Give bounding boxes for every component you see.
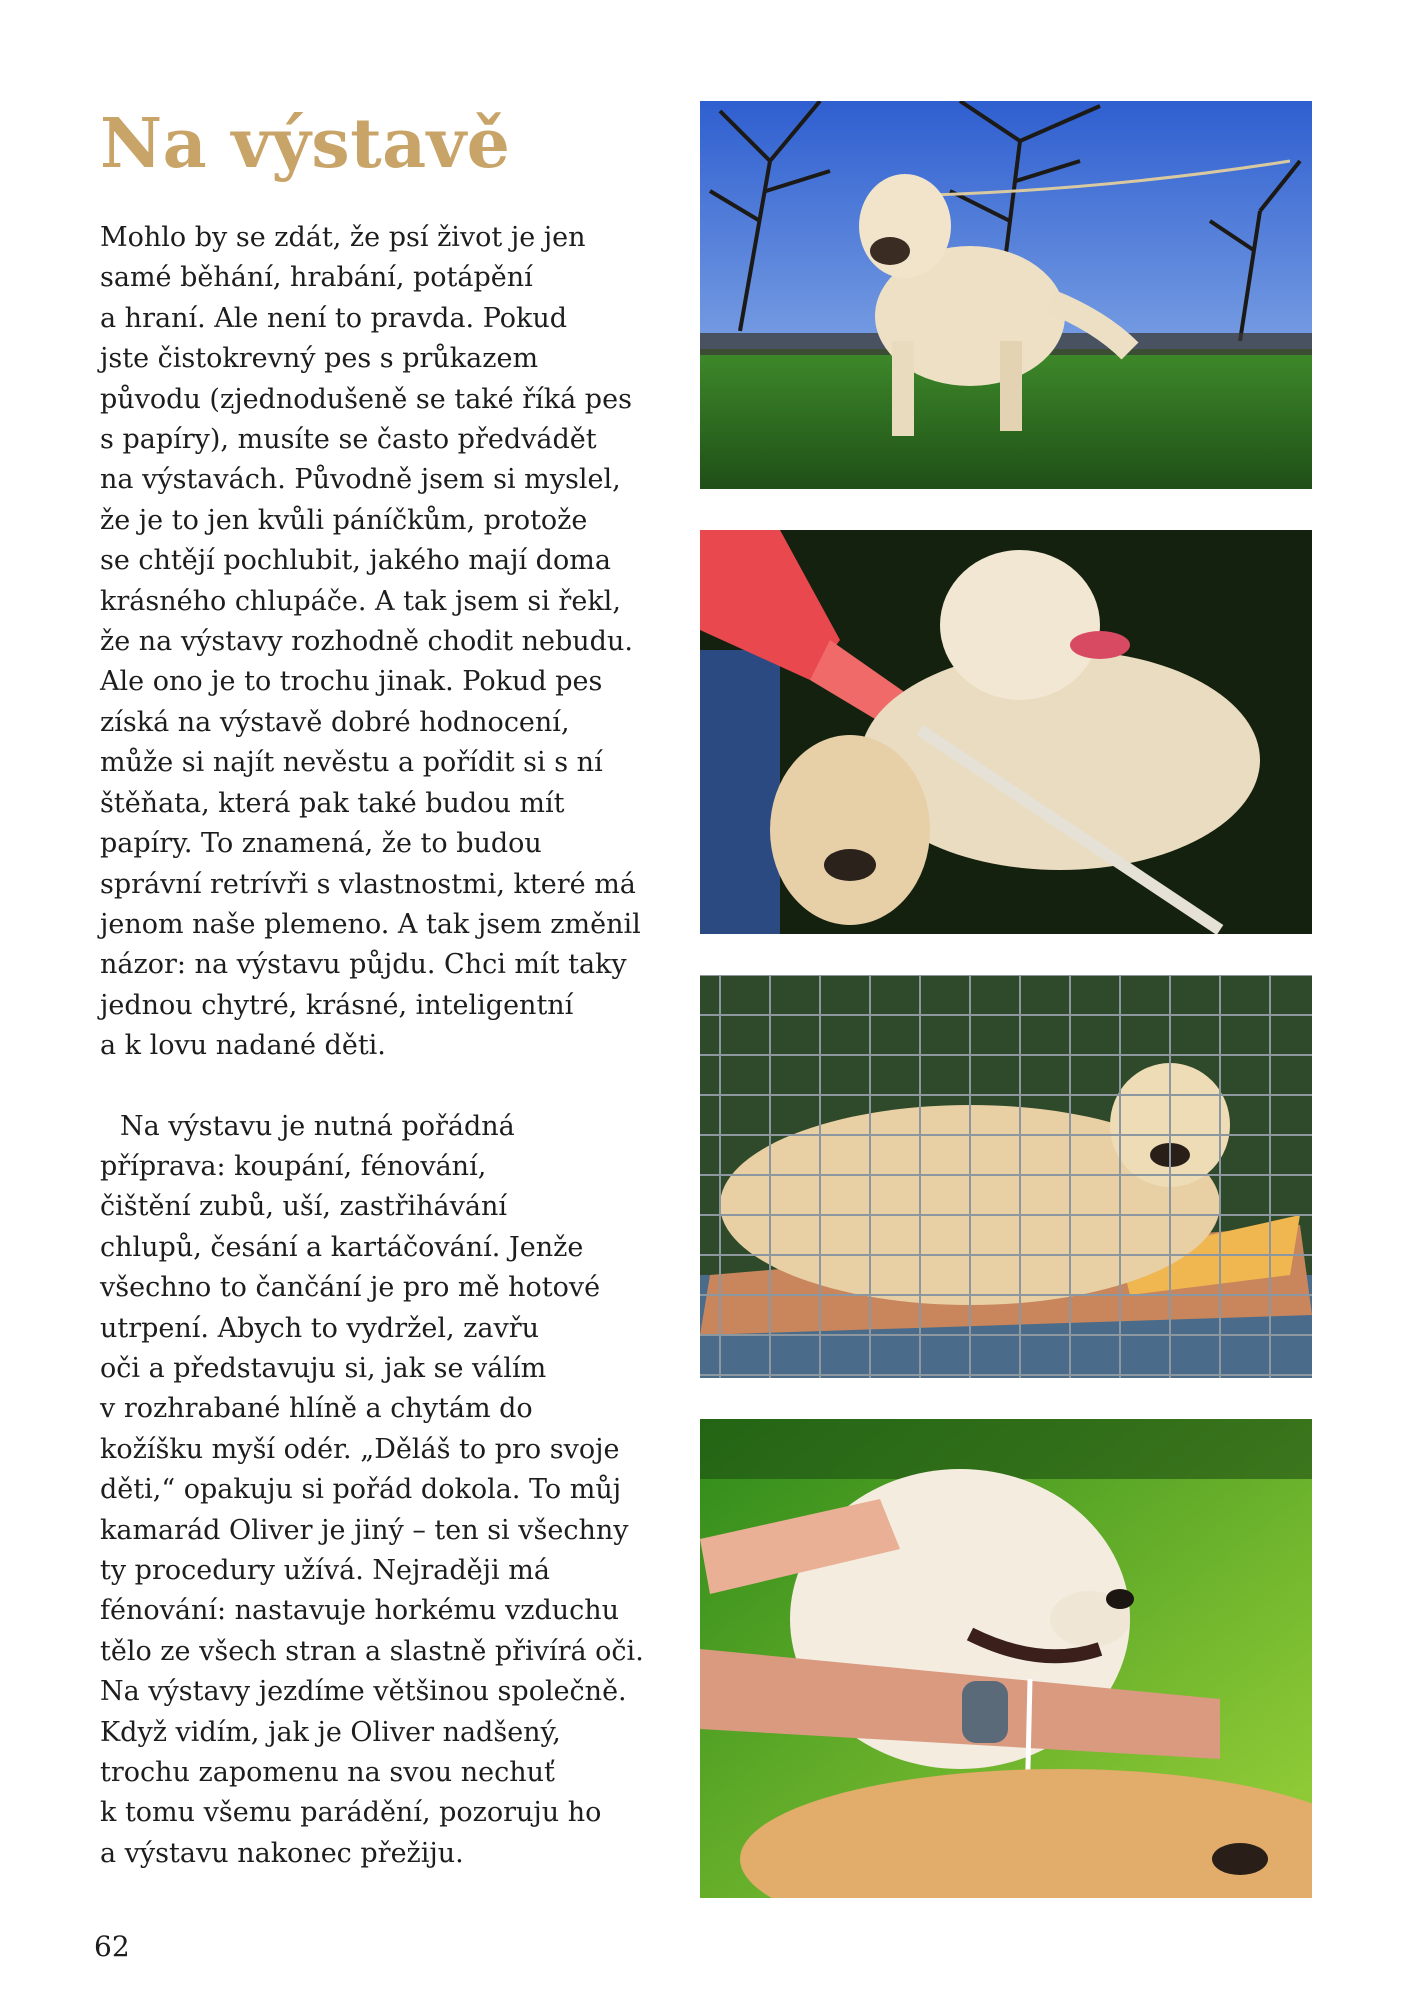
text-line: a výstavu nakonec přežiju. [100, 1837, 464, 1869]
text-line: chlupů, česání a kartáčování. Jenže [100, 1231, 584, 1263]
text-line: příprava: koupání, fénování, [100, 1150, 487, 1182]
text-line: že je to jen kvůli páníčkům, protože [100, 504, 588, 536]
photo-dogs-with-handler [700, 530, 1312, 934]
text-line: na výstavách. Původně jsem si myslel, [100, 464, 621, 496]
text-line: že na výstavy rozhodně chodit nebudu. [100, 626, 633, 658]
text-line: původu (zjednodušeně se také říká pes [100, 383, 632, 415]
text-line: ty procedury užívá. Nejraději má [100, 1555, 550, 1586]
text-line: a hraní. Ale není to pravda. Pokud [100, 302, 568, 334]
text-line: utrpení. Abych to vydržel, zavřu [100, 1312, 539, 1344]
text-line: kamarád Oliver je jiný – ten si všechny [100, 1514, 629, 1546]
text-line: děti,“ opakuju si pořád dokola. To můj [100, 1474, 622, 1506]
text-line: může si najít nevěstu a pořídit si s ní [100, 747, 603, 779]
text-line: jenom naše plemeno. A tak jsem změnil [100, 908, 641, 940]
text-line: v rozhrabané hlíně a chytám do [100, 1393, 533, 1425]
text-line: Když vidím, jak je Oliver nadšený, [100, 1716, 561, 1748]
photo-dog-on-lawn [700, 101, 1312, 489]
text-line: s papíry), musíte se často předvádět [100, 424, 597, 456]
text-line: samé běhání, hrabání, potápění [100, 262, 533, 294]
text-line: a k lovu nadané děti. [100, 1030, 386, 1062]
text-line: jednou chytré, krásné, inteligentní [100, 989, 574, 1021]
text-line: oči a představuju si, jak se válím [100, 1352, 547, 1384]
text-line: se chtějí pochlubit, jakého mají doma [100, 545, 611, 577]
text-line: k tomu všemu parádění, pozoruju ho [100, 1797, 602, 1829]
text-line: krásného chlupáče. A tak jsem si řekl, [100, 585, 621, 617]
text-line: fénování: nastavuje horkému vzduchu [100, 1595, 620, 1627]
paragraph-2 [100, 1107, 680, 1875]
article-text [100, 218, 680, 1874]
text-line: Na výstavy jezdíme většinou společně. [100, 1676, 627, 1708]
page-title: Na výstavě [100, 104, 511, 184]
text-line: kožíšku myší odér. „Děláš to pro svoje [100, 1433, 620, 1465]
text-line: Na výstavu je nutná pořádná [120, 1110, 515, 1142]
text-line: jste čistokrevný pes s průkazem [100, 343, 539, 375]
text-line: názor: na výstavu půjdu. Chci mít taky [100, 949, 627, 981]
text-line: tělo ze všech stran a slastně přivírá oči. [100, 1635, 644, 1667]
page-number: 62 [94, 1930, 130, 1963]
text-line: trochu zapomenu na svou nechuť [100, 1757, 555, 1789]
text-line: Ale ono je to trochu jinak. Pokud pes [100, 666, 603, 698]
text-line: správní retrívři s vlastnostmi, které má [100, 868, 636, 900]
text-line: čištění zubů, uší, zastřihávání [100, 1191, 507, 1223]
paragraph-1 [100, 218, 680, 1067]
text-line: štěňata, která pak také budou mít [100, 787, 565, 819]
text-line: všechno to čančání je pro mě hotové [100, 1272, 601, 1304]
text-line: získá na výstavě dobré hodnocení, [100, 706, 570, 738]
photo-dog-in-crate [700, 975, 1312, 1378]
text-line: papíry. To znamená, že to budou [100, 828, 542, 860]
text-line: Mohlo by se zdát, že psí život je jen [100, 222, 586, 253]
photo-dog-petted [700, 1419, 1312, 1898]
